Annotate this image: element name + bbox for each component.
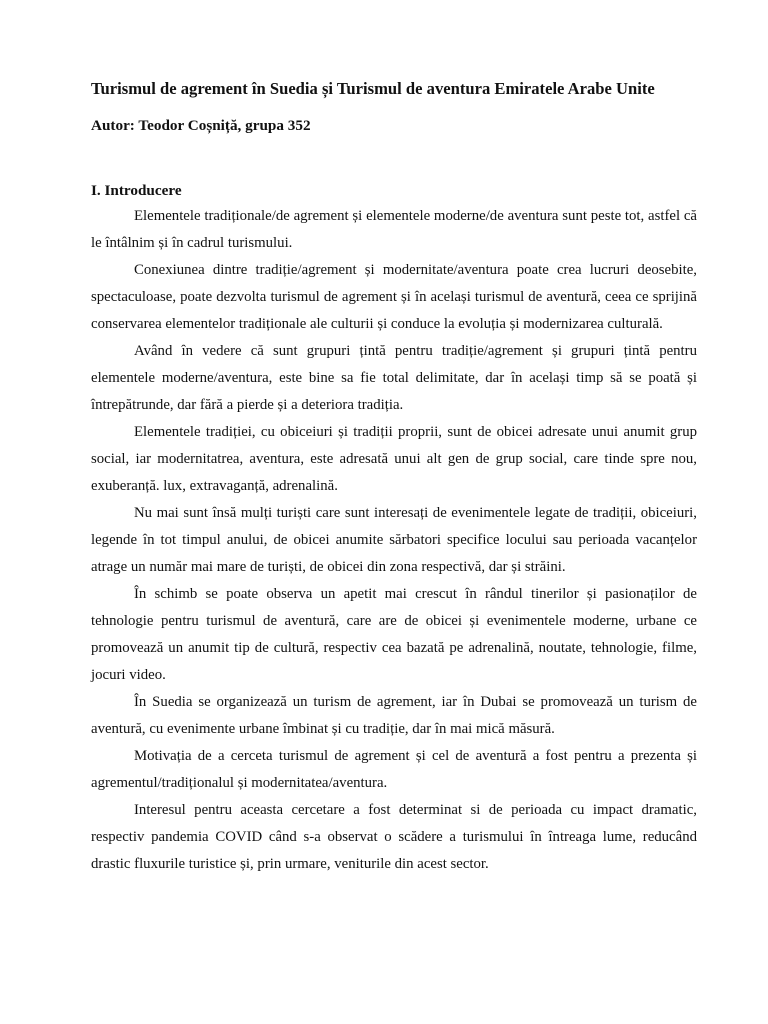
paragraph: Nu mai sunt însă mulți turiști care sunt interesați de evenimentele legate de tradiții, obiceiuri, legende în tot timpul anului, de obicei anumite sărbatori specifice locului sau perioada vacanțelor atrage un număr mai mare de turiști, de obicei din zona respectivă, dar și străini. bbox=[91, 505, 697, 575]
paragraph: Elementele tradiției, cu obiceiuri și tradiții proprii, sunt de obicei adresate unui anumit grup social, iar modernitatrea, aventura, este adresată unui alt gen de grup social, care tinde spre nou, exuberanță. lux, extravaganță, adrenalină. bbox=[91, 424, 697, 494]
paragraph: Interesul pentru aceasta cercetare a fost determinat si de perioada cu impact dramatic, respectiv pandemia COVID când s-a observat o scădere a turismului în întreaga lume, reducând drastic fluxurile turistice și, prin urmare, veniturile din acest sector. bbox=[91, 802, 697, 872]
paragraph: Conexiunea dintre tradiție/agrement și modernitate/aventura poate crea lucruri deosebite, spectaculoase, poate dezvolta turismul de agrement și în același turismul de aventură, ceea ce sprijină conservarea elementelor tradiționale ale culturii și conduce la evoluția și modernizarea culturală. bbox=[91, 262, 697, 332]
paragraph: Motivația de a cerceta turismul de agrement și cel de aventură a fost pentru a prezenta și agrementul/tradiționalul și modernitatea/aventura. bbox=[91, 748, 697, 791]
paragraph: În schimb se poate observa un apetit mai crescut în rândul tinerilor și pasionaților de tehnologie pentru turismul de aventură, care are de obicei și evenimentele moderne, urbane ce promovează un anumit tip de cultură, respectiv cea bazată pe adrenalină, noutate, tehnologie, filme, jocuri video. bbox=[91, 586, 697, 683]
body-text bbox=[91, 203, 697, 878]
paragraph: Având în vedere că sunt grupuri țintă pentru tradiție/agrement și grupuri țintă pentru elementele moderne/aventura, este bine sa fie total delimitate, dar în același timp să se poată și întrepătrunde, dar fără a pierde și a deteriora tradiția. bbox=[91, 343, 697, 413]
section-heading: I. Introducere bbox=[91, 182, 182, 199]
paragraph: În Suedia se organizează un turism de agrement, iar în Dubai se promovează un turism de aventură, cu evenimente urbane îmbinat și cu tradiție, dar în mai mică măsură. bbox=[91, 694, 697, 737]
author-line: Autor: Teodor Coșniță, grupa 352 bbox=[91, 117, 311, 134]
document-title: Turismul de agrement în Suedia și Turismul de aventura Emiratele Arabe Unite bbox=[91, 79, 655, 98]
paragraph: Elementele tradiționale/de agrement și elementele moderne/de aventura sunt peste tot, astfel că le întâlnim și în cadrul turismului. bbox=[91, 208, 697, 251]
